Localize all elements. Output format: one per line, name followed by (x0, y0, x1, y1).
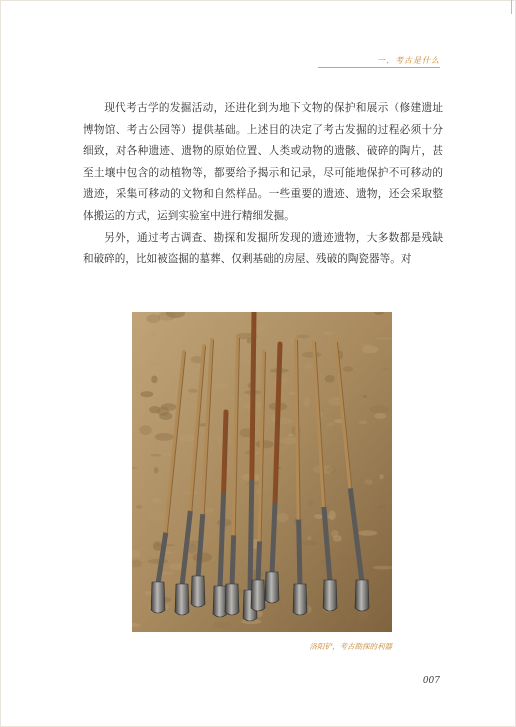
soil-clod (343, 366, 353, 371)
paragraph-1: 现代考古学的发掘活动，还进化到为地下文物的保护和展示（修建遗址博物馆、考古公园等）提供基础。上述目的决定了考古发掘的过程必须十分细致，对各种遗迹、遗物的原始位置、人类或动物的遗骸、破碎的陶片，甚至土壤中包含的动植物等，都要给予揭示和记录，尽可能地保护不可移动的遗迹，采集可移动的文物和自然样品。一些重要的遗迹、遗物，还会采取整体搬运的方式，运到实验室中进行精细发掘。 (83, 102, 443, 222)
shovel-blade (213, 586, 227, 617)
shovel-steel-shaft (272, 503, 275, 574)
soil-clod (158, 312, 175, 321)
soil-clod (180, 434, 196, 442)
shovel-blade (225, 584, 239, 615)
body-text (83, 98, 443, 271)
soil-clod (325, 375, 335, 383)
soil-clod (377, 505, 387, 510)
shovel-blade (323, 580, 337, 611)
soil-clod (304, 363, 312, 369)
soil-clod (150, 454, 161, 457)
soil-clod (280, 437, 298, 444)
soil-clod (192, 364, 199, 367)
shovel-steel-shaft (299, 520, 300, 586)
soil-clod (169, 563, 183, 570)
soil-clod (153, 423, 158, 426)
soil-clod (152, 498, 162, 504)
soil-clod (382, 368, 388, 370)
shovel-blade (151, 582, 165, 613)
soil-clod (329, 510, 336, 520)
soil-clod (147, 314, 161, 323)
shovel-blade (191, 576, 205, 607)
shovel-blade (251, 580, 265, 611)
soil-clod (140, 391, 153, 397)
soil-clod (153, 541, 162, 550)
soil-clod (278, 602, 282, 606)
soil-clod (358, 530, 378, 535)
figure-caption: 洛阳铲，考古勘探的利器 (309, 642, 392, 651)
shovel-blade (355, 580, 369, 611)
soil-clod (303, 397, 310, 407)
soil-clod (296, 335, 309, 339)
soil-clod (148, 362, 161, 366)
soil-clod (151, 376, 157, 384)
shovel-blade (175, 584, 189, 615)
luoyang-shovel-photo (132, 312, 392, 632)
soil-clod (362, 346, 379, 353)
soil-clod (155, 433, 174, 441)
soil-clod (323, 331, 334, 335)
shovel-steel-shaft (258, 541, 260, 582)
soil-clod (136, 505, 142, 509)
soil-clod (161, 403, 177, 411)
soil-clod (255, 440, 273, 448)
soil-clod (256, 326, 265, 332)
header-rule (318, 67, 440, 68)
soil-clod (345, 614, 356, 620)
soil-clod (277, 513, 289, 522)
soil-clod (150, 332, 157, 336)
soil-clod (379, 474, 384, 479)
soil-clod (359, 420, 367, 424)
soil-clod (308, 498, 313, 506)
soil-clod (139, 425, 151, 435)
soil-clod (146, 511, 168, 521)
soil-clod (374, 413, 386, 419)
soil-clod (326, 423, 335, 426)
soil-clod (363, 395, 367, 398)
running-header: 一、考古是什么 (377, 56, 440, 65)
shovel-blade (293, 584, 307, 615)
soil-clod (380, 596, 388, 599)
shovel-steel-shaft (250, 480, 252, 592)
page-number: 007 (422, 676, 440, 686)
soil-clod (364, 479, 372, 485)
soil-clod (212, 344, 228, 347)
soil-clod (135, 375, 144, 385)
soil-clod (331, 530, 339, 538)
soil-clod (148, 559, 169, 564)
paragraph-2: 另外，通过考古调查、勘探和发掘所发现的遗迹遗物，大多数都是残缺和破碎的，比如被盗掘的墓葬、仅剩基础的房屋、残破的陶瓷器等。对 (83, 231, 443, 266)
soil-clod (302, 352, 321, 358)
photo-illustration (132, 312, 392, 632)
soil-clod (154, 467, 159, 474)
shovel-steel-shaft (232, 535, 234, 586)
shovel-blade (265, 572, 279, 603)
soil-clod (188, 389, 199, 393)
soil-clod (213, 383, 230, 389)
page-edge-mark (511, 0, 512, 14)
soil-clod (132, 366, 141, 376)
soil-clod (338, 555, 346, 561)
soil-clod (314, 514, 323, 519)
soil-clod (369, 405, 389, 412)
soil-clod (307, 536, 311, 540)
soil-clod (216, 317, 221, 325)
soil-clod (213, 621, 232, 628)
soil-clod (357, 611, 368, 621)
